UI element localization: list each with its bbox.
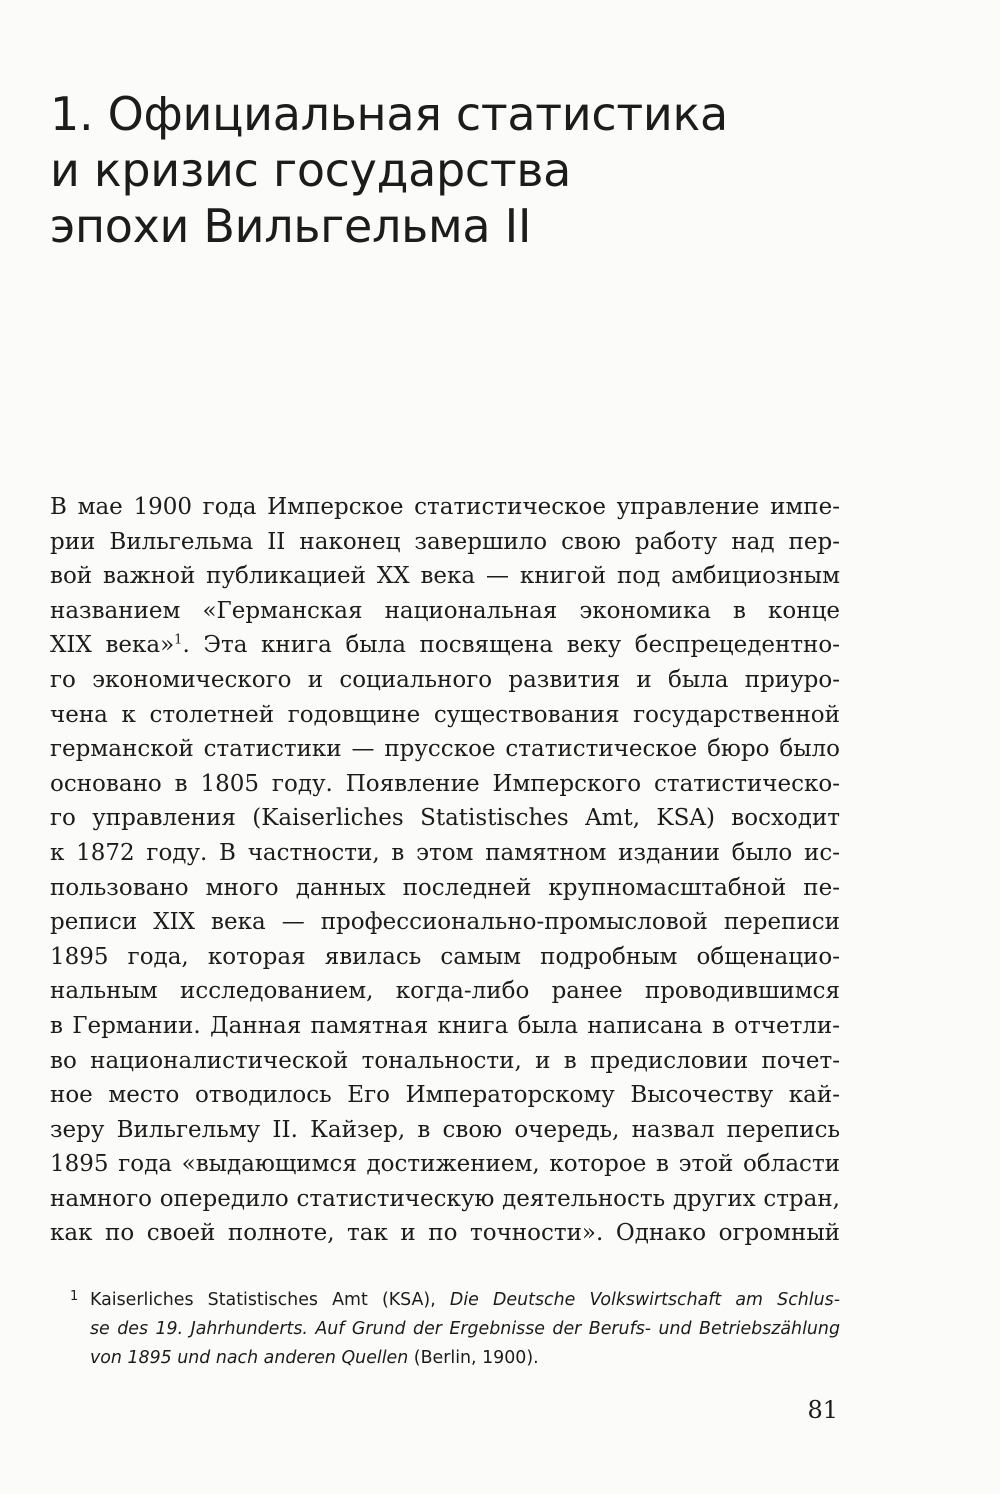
footnote-reference[interactable]: 1 <box>174 632 183 648</box>
text-line: В мае 1900 года Имперское статистическое управление импе- <box>50 494 840 520</box>
text-line: нальным исследованием, когда-либо ранее проводившимся <box>50 978 840 1005</box>
footnote-line <box>72 1286 840 1315</box>
chapter-title-line: 1. Официальная статистика <box>50 87 728 141</box>
text-line: названием «Германская национальная экономика в конце <box>50 597 840 624</box>
chapter-title-line: и кризис государства <box>50 143 572 197</box>
text-line: намного опередило статистическую деятельность других стран, <box>50 1185 840 1212</box>
text-line: 1895 года «выдающимся достижением, которое в этой области <box>50 1151 840 1178</box>
text-line: реписи XIX века — профессионально-промысловой переписи <box>50 909 840 936</box>
footnote-mark: 1 <box>70 1289 79 1304</box>
text-fragment: XIX века» <box>50 632 175 659</box>
body-paragraph <box>50 490 840 1251</box>
text-line: зеру Вильгельму II. Кайзер, в свою очередь, назвал перепись <box>50 1116 840 1143</box>
footnote-title: se des 19. Jahrhunderts. Auf Grund der Ergebnisse der Berufs- und Betriebszählung <box>90 1319 840 1339</box>
text-line: германской статистики — прусское статистическое бюро было <box>50 736 840 763</box>
footnote-title: von 1895 und nach anderen Quellen <box>90 1348 409 1368</box>
footnote-line <box>72 1344 840 1373</box>
text-line: в Германии. Данная памятная книга была написана в отчетли- <box>50 1012 840 1039</box>
text-line: к 1872 году. В частности, в этом памятном издании было ис- <box>50 839 840 866</box>
text-line: вой важной публикацией XX века — книгой под амбициозным <box>50 563 840 590</box>
text-line: основано в 1805 году. Появление Имперского статистическо- <box>50 770 840 797</box>
text-line: рии Вильгельма II наконец завершило свою работу над пер- <box>50 528 840 555</box>
chapter-title-line: эпохи Вильгельма II <box>50 199 532 253</box>
text-line: 1895 года, которая явилась самым подробным общенацио- <box>50 943 840 970</box>
footnote-title: Die Deutsche Volkswirtschaft am Schlus- <box>449 1290 840 1310</box>
text-line: ное место отводилось Его Императорскому Высочеству кай- <box>50 1082 840 1109</box>
chapter-title <box>50 86 830 254</box>
text-line: во националистической тональности, и в предисловии почет- <box>50 1047 840 1074</box>
text-fragment: . Эта книга была посвящена веку беспрецедентно- <box>182 632 840 659</box>
text-line: го управления (Kaiserliches Statistisches Amt, KSA) восходит <box>50 805 840 832</box>
footnote-text: Kaiserliches Statistisches Amt (KSA), <box>90 1290 450 1310</box>
footnote-text: (Berlin, 1900). <box>408 1348 539 1368</box>
text-line <box>50 628 840 663</box>
footnote <box>72 1286 840 1373</box>
footnote-line <box>72 1315 840 1344</box>
text-line: как по своей полноте, так и по точности». Однако огромный <box>50 1220 840 1247</box>
page-number: 81 <box>807 1396 838 1424</box>
text-line: пользовано много данных последней крупномасштабной пе- <box>50 874 840 901</box>
text-line: чена к столетней годовщине существования государственной <box>50 701 840 728</box>
text-line: го экономического и социального развития и была приуро- <box>50 666 840 693</box>
